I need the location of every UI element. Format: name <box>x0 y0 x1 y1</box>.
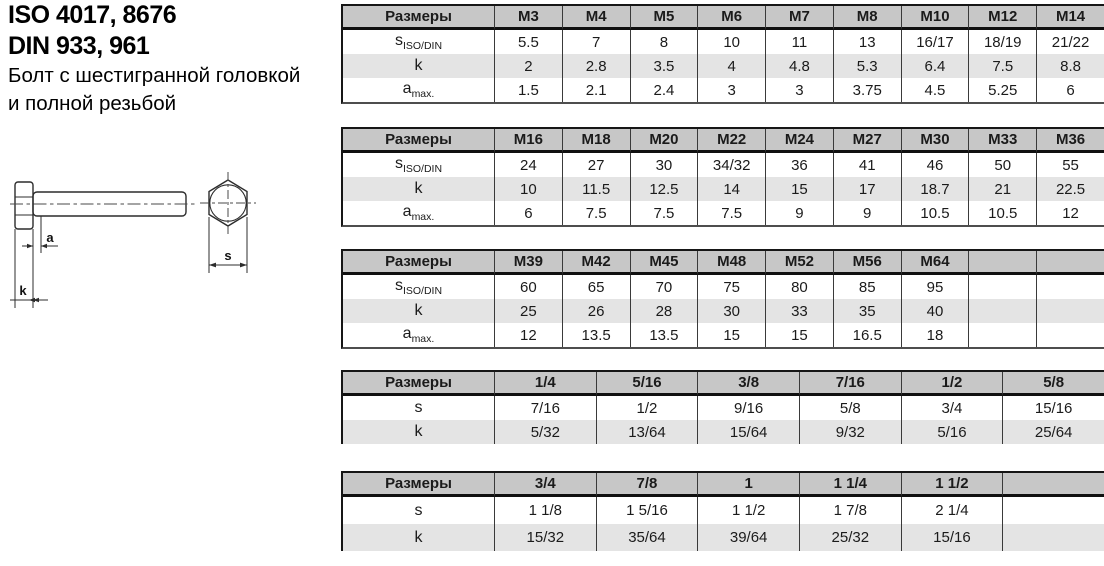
value-cell: 30 <box>630 153 698 177</box>
value-cell: 36 <box>765 153 833 177</box>
value-cell: 65 <box>562 275 630 299</box>
column-header: M22 <box>697 129 765 153</box>
value-cell: 75 <box>697 275 765 299</box>
value-cell: 9/16 <box>697 396 799 420</box>
value-cell: 15 <box>765 177 833 201</box>
value-cell: 5.5 <box>494 30 562 54</box>
table-row <box>343 396 1104 420</box>
value-cell: 4.5 <box>901 78 969 102</box>
value-cell: 30 <box>697 299 765 323</box>
value-cell: 3 <box>765 78 833 102</box>
value-cell: 85 <box>833 275 901 299</box>
value-cell: 1 5/16 <box>596 497 698 524</box>
value-cell: 13.5 <box>562 323 630 347</box>
value-cell: 35 <box>833 299 901 323</box>
value-cell: 7.5 <box>968 54 1036 78</box>
column-header: 5/16 <box>596 372 698 396</box>
value-cell: 5/16 <box>901 420 1003 444</box>
row-label: s <box>343 497 494 524</box>
column-header: M39 <box>494 251 562 275</box>
value-cell: 4 <box>697 54 765 78</box>
value-cell: 15/16 <box>1002 396 1104 420</box>
column-header: M56 <box>833 251 901 275</box>
value-cell: 46 <box>901 153 969 177</box>
dimension-label-s: s <box>224 248 232 263</box>
value-cell <box>1002 524 1104 551</box>
size-table-5 <box>341 471 1104 551</box>
value-cell <box>968 275 1036 299</box>
value-cell: 25 <box>494 299 562 323</box>
row-label: $s_{ISO/DIN}$ <box>343 30 494 54</box>
value-cell: 5.3 <box>833 54 901 78</box>
value-cell: 18.7 <box>901 177 969 201</box>
value-cell: 16/17 <box>901 30 969 54</box>
column-header: M30 <box>901 129 969 153</box>
dimension-label-k: k <box>19 283 27 298</box>
value-cell: 13.5 <box>630 323 698 347</box>
value-cell: 6.4 <box>901 54 969 78</box>
row-label: $a_{max.}$ <box>343 201 494 225</box>
value-cell: 2.8 <box>562 54 630 78</box>
value-cell: 15/16 <box>901 524 1003 551</box>
table-row <box>343 323 1104 347</box>
value-cell: 80 <box>765 275 833 299</box>
row-label: $a_{max.}$ <box>343 78 494 102</box>
standard-iso-title: ISO 4017, 8676 <box>8 1 177 29</box>
value-cell: 13 <box>833 30 901 54</box>
table-corner-label: Размеры <box>343 251 494 275</box>
value-cell: 3.75 <box>833 78 901 102</box>
value-cell: 15 <box>765 323 833 347</box>
size-table-1 <box>341 4 1104 104</box>
description-line-2: и полной резьбой <box>8 92 177 115</box>
value-cell: 50 <box>968 153 1036 177</box>
value-cell: 35/64 <box>596 524 698 551</box>
table-corner-label: Размеры <box>343 129 494 153</box>
value-cell: 15/64 <box>697 420 799 444</box>
value-cell: 10 <box>697 30 765 54</box>
value-cell: 28 <box>630 299 698 323</box>
value-cell: 3 <box>697 78 765 102</box>
row-label: k <box>343 299 494 323</box>
table-row <box>343 201 1104 225</box>
value-cell <box>1036 275 1104 299</box>
value-cell: 2.1 <box>562 78 630 102</box>
column-header: M36 <box>1036 129 1104 153</box>
value-cell: 7/16 <box>494 396 596 420</box>
value-cell: 17 <box>833 177 901 201</box>
value-cell: 60 <box>494 275 562 299</box>
column-header: M48 <box>697 251 765 275</box>
value-cell: 34/32 <box>697 153 765 177</box>
value-cell: 39/64 <box>697 524 799 551</box>
value-cell <box>1036 299 1104 323</box>
value-cell: 8.8 <box>1036 54 1104 78</box>
bolt-head-outline <box>15 182 33 229</box>
value-cell: 5.25 <box>968 78 1036 102</box>
table-row <box>343 497 1104 524</box>
row-label: k <box>343 177 494 201</box>
value-cell: 12.5 <box>630 177 698 201</box>
value-cell: 12 <box>1036 201 1104 225</box>
value-cell: 5/32 <box>494 420 596 444</box>
value-cell: 6 <box>494 201 562 225</box>
value-cell <box>1002 497 1104 524</box>
bolt-technical-drawing <box>10 167 262 317</box>
column-header: 1 <box>697 473 799 497</box>
value-cell: 1 1/8 <box>494 497 596 524</box>
table-row <box>343 177 1104 201</box>
size-tables-area <box>341 4 1104 551</box>
row-label: $s_{ISO/DIN}$ <box>343 275 494 299</box>
value-cell: 55 <box>1036 153 1104 177</box>
column-header: M20 <box>630 129 698 153</box>
column-header: 3/8 <box>697 372 799 396</box>
table-row <box>343 78 1104 102</box>
column-header: M4 <box>562 6 630 30</box>
value-cell: 5/8 <box>799 396 901 420</box>
column-header: 5/8 <box>1002 372 1104 396</box>
value-cell: 18/19 <box>968 30 1036 54</box>
value-cell: 7 <box>562 30 630 54</box>
column-header: M42 <box>562 251 630 275</box>
column-header: 1 1/4 <box>799 473 901 497</box>
value-cell: 27 <box>562 153 630 177</box>
column-header: M45 <box>630 251 698 275</box>
table-row <box>343 153 1104 177</box>
column-header: 1/4 <box>494 372 596 396</box>
column-header: M24 <box>765 129 833 153</box>
column-header <box>968 251 1036 275</box>
value-cell: 7.5 <box>630 201 698 225</box>
standard-din-title: DIN 933, 961 <box>8 32 150 60</box>
size-table-4 <box>341 370 1104 444</box>
table-row <box>343 420 1104 444</box>
value-cell: 1 7/8 <box>799 497 901 524</box>
column-header: M14 <box>1036 6 1104 30</box>
value-cell: 2 <box>494 54 562 78</box>
value-cell: 9 <box>765 201 833 225</box>
column-header: 1/2 <box>901 372 1003 396</box>
column-header: M10 <box>901 6 969 30</box>
table-row <box>343 30 1104 54</box>
value-cell: 10 <box>494 177 562 201</box>
column-header: 3/4 <box>494 473 596 497</box>
value-cell: 11 <box>765 30 833 54</box>
value-cell: 25/32 <box>799 524 901 551</box>
value-cell: 70 <box>630 275 698 299</box>
value-cell: 11.5 <box>562 177 630 201</box>
table-row <box>343 524 1104 551</box>
value-cell: 15 <box>697 323 765 347</box>
value-cell: 22.5 <box>1036 177 1104 201</box>
size-table-3 <box>341 249 1104 349</box>
value-cell: 33 <box>765 299 833 323</box>
value-cell: 6 <box>1036 78 1104 102</box>
value-cell: 9 <box>833 201 901 225</box>
column-header <box>1036 251 1104 275</box>
value-cell: 14 <box>697 177 765 201</box>
row-label: $s_{ISO/DIN}$ <box>343 153 494 177</box>
table-header-row <box>343 6 1104 30</box>
value-cell: 2 1/4 <box>901 497 1003 524</box>
value-cell: 25/64 <box>1002 420 1104 444</box>
column-header: 1 1/2 <box>901 473 1003 497</box>
value-cell: 8 <box>630 30 698 54</box>
value-cell: 40 <box>901 299 969 323</box>
column-header: 7/8 <box>596 473 698 497</box>
value-cell: 1.5 <box>494 78 562 102</box>
column-header <box>1002 473 1104 497</box>
value-cell: 18 <box>901 323 969 347</box>
value-cell <box>1036 323 1104 347</box>
value-cell: 95 <box>901 275 969 299</box>
value-cell: 3/4 <box>901 396 1003 420</box>
table-row <box>343 299 1104 323</box>
dimension-label-a: a <box>46 230 54 245</box>
value-cell: 26 <box>562 299 630 323</box>
table-corner-label: Размеры <box>343 372 494 396</box>
column-header: M3 <box>494 6 562 30</box>
column-header: M27 <box>833 129 901 153</box>
table-header-row <box>343 129 1104 153</box>
column-header: 7/16 <box>799 372 901 396</box>
column-header: M16 <box>494 129 562 153</box>
table-row <box>343 54 1104 78</box>
value-cell: 16.5 <box>833 323 901 347</box>
row-label: k <box>343 524 494 551</box>
row-label: k <box>343 420 494 444</box>
column-header: M52 <box>765 251 833 275</box>
row-label: k <box>343 54 494 78</box>
column-header: M7 <box>765 6 833 30</box>
value-cell <box>968 323 1036 347</box>
value-cell: 4.8 <box>765 54 833 78</box>
value-cell: 15/32 <box>494 524 596 551</box>
table-header-row <box>343 473 1104 497</box>
column-header: M64 <box>901 251 969 275</box>
heading-block <box>8 0 338 118</box>
table-header-row <box>343 251 1104 275</box>
value-cell: 12 <box>494 323 562 347</box>
row-label: s <box>343 396 494 420</box>
value-cell: 21 <box>968 177 1036 201</box>
value-cell: 7.5 <box>562 201 630 225</box>
column-header: M12 <box>968 6 1036 30</box>
value-cell: 10.5 <box>901 201 969 225</box>
value-cell <box>968 299 1036 323</box>
value-cell: 3.5 <box>630 54 698 78</box>
value-cell: 1 1/2 <box>697 497 799 524</box>
value-cell: 13/64 <box>596 420 698 444</box>
value-cell: 7.5 <box>697 201 765 225</box>
column-header: M6 <box>697 6 765 30</box>
size-table-2 <box>341 127 1104 227</box>
column-header: M33 <box>968 129 1036 153</box>
table-row <box>343 275 1104 299</box>
dimension-k <box>10 229 48 308</box>
value-cell: 1/2 <box>596 396 698 420</box>
value-cell: 2.4 <box>630 78 698 102</box>
description-line-1: Болт с шестигранной головкой <box>8 64 301 87</box>
column-header: M5 <box>630 6 698 30</box>
column-header: M8 <box>833 6 901 30</box>
column-header: M18 <box>562 129 630 153</box>
value-cell: 10.5 <box>968 201 1036 225</box>
table-corner-label: Размеры <box>343 473 494 497</box>
value-cell: 21/22 <box>1036 30 1104 54</box>
value-cell: 41 <box>833 153 901 177</box>
table-header-row <box>343 372 1104 396</box>
table-corner-label: Размеры <box>343 6 494 30</box>
value-cell: 24 <box>494 153 562 177</box>
value-cell: 9/32 <box>799 420 901 444</box>
row-label: $a_{max.}$ <box>343 323 494 347</box>
